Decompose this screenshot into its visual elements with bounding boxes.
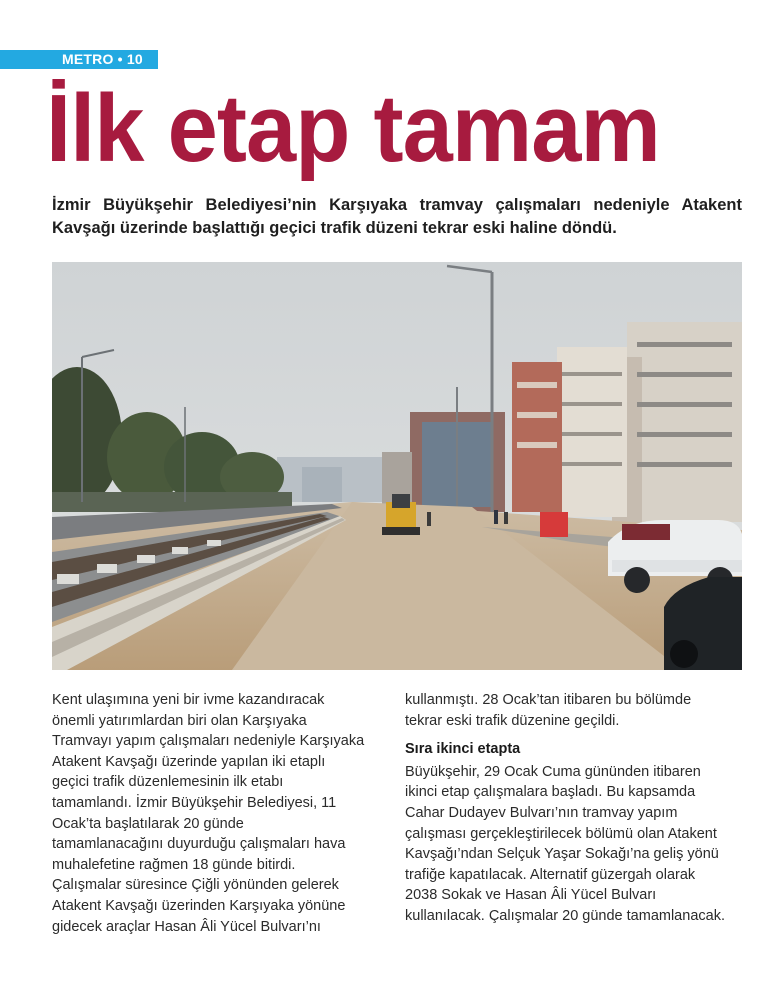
body-line: Atakent Kavşağı üzerinden Karşıyaka yönüne	[52, 897, 346, 914]
body-line: tamamlanacağını duyurduğu çalışmaları hava	[52, 836, 346, 853]
body-line: Tramvayı yapım çalışmaları nedeniyle Karşıyaka	[52, 733, 365, 750]
body-line: ikinci etap çalışmalara başladı. Bu kapsamda	[405, 784, 696, 801]
subheading: Sıra ikinci etapta	[405, 741, 521, 758]
body-line: Kavşağı’ndan Selçuk Yaşar Sokağı’na geliş yönü	[405, 846, 719, 863]
body-line: çalışması gerçekleştirilecek bölümü olan Atakent	[405, 825, 717, 842]
body-line: kullanılacak. Çalışmalar 20 günde tamamlanacak.	[405, 907, 725, 924]
body-line: Büyükşehir, 29 Ocak Cuma gününden itibaren	[405, 763, 701, 780]
body-line: Kent ulaşımına yeni bir ivme kazandıracak	[52, 692, 325, 708]
body-line: tamamlandı. İzmir Büyükşehir Belediyesi, 11	[52, 794, 337, 811]
body-line: kullanmıştı. 28 Ocak’tan itibaren bu bölümde	[405, 692, 692, 708]
body-line: muhalefetine rağmen 18 günde bitirdi.	[52, 856, 296, 873]
section-tag: METRO • 10	[0, 50, 158, 69]
lede-paragraph: İzmir Büyükşehir Belediyesi’nin Karşıyaka tramvay çalışmaları nedeniyle Atakent Kavşağı üzerinde başlattığı geçici trafik düzeni tekrar eski haline döndü.	[52, 196, 742, 237]
body-line: tekrar eski trafik düzenine geçildi.	[405, 712, 620, 729]
headline: İlk etap tamam	[46, 75, 660, 182]
body-column-left	[52, 690, 367, 937]
body-line: trafiğe kapatılacak. Alternatif güzergah olarak	[405, 866, 696, 883]
body-line: Ocak’ta başlatılarak 20 günde	[52, 815, 244, 832]
article-photo	[52, 262, 742, 670]
body-line: Cahar Dudayev Bulvarı’nın tramvay yapım	[405, 804, 678, 821]
body-line: geçici trafik düzenlemesinin ilk etabı	[52, 774, 284, 791]
body-line: Atakent Kavşağı üzerinde yapılan iki etaplı	[52, 753, 326, 770]
body-column-right	[405, 690, 745, 927]
body-line: 2038 Sokak ve Hasan Âli Yücel Bulvarı	[405, 887, 657, 904]
body-line: Çalışmalar süresince Çiğli yönünden gelerek	[52, 877, 339, 894]
body-line: gidecek araçlar Hasan Âli Yücel Bulvarı’nı	[52, 918, 321, 935]
body-line: önemli yatırımlardan biri olan Karşıyaka	[52, 712, 307, 729]
